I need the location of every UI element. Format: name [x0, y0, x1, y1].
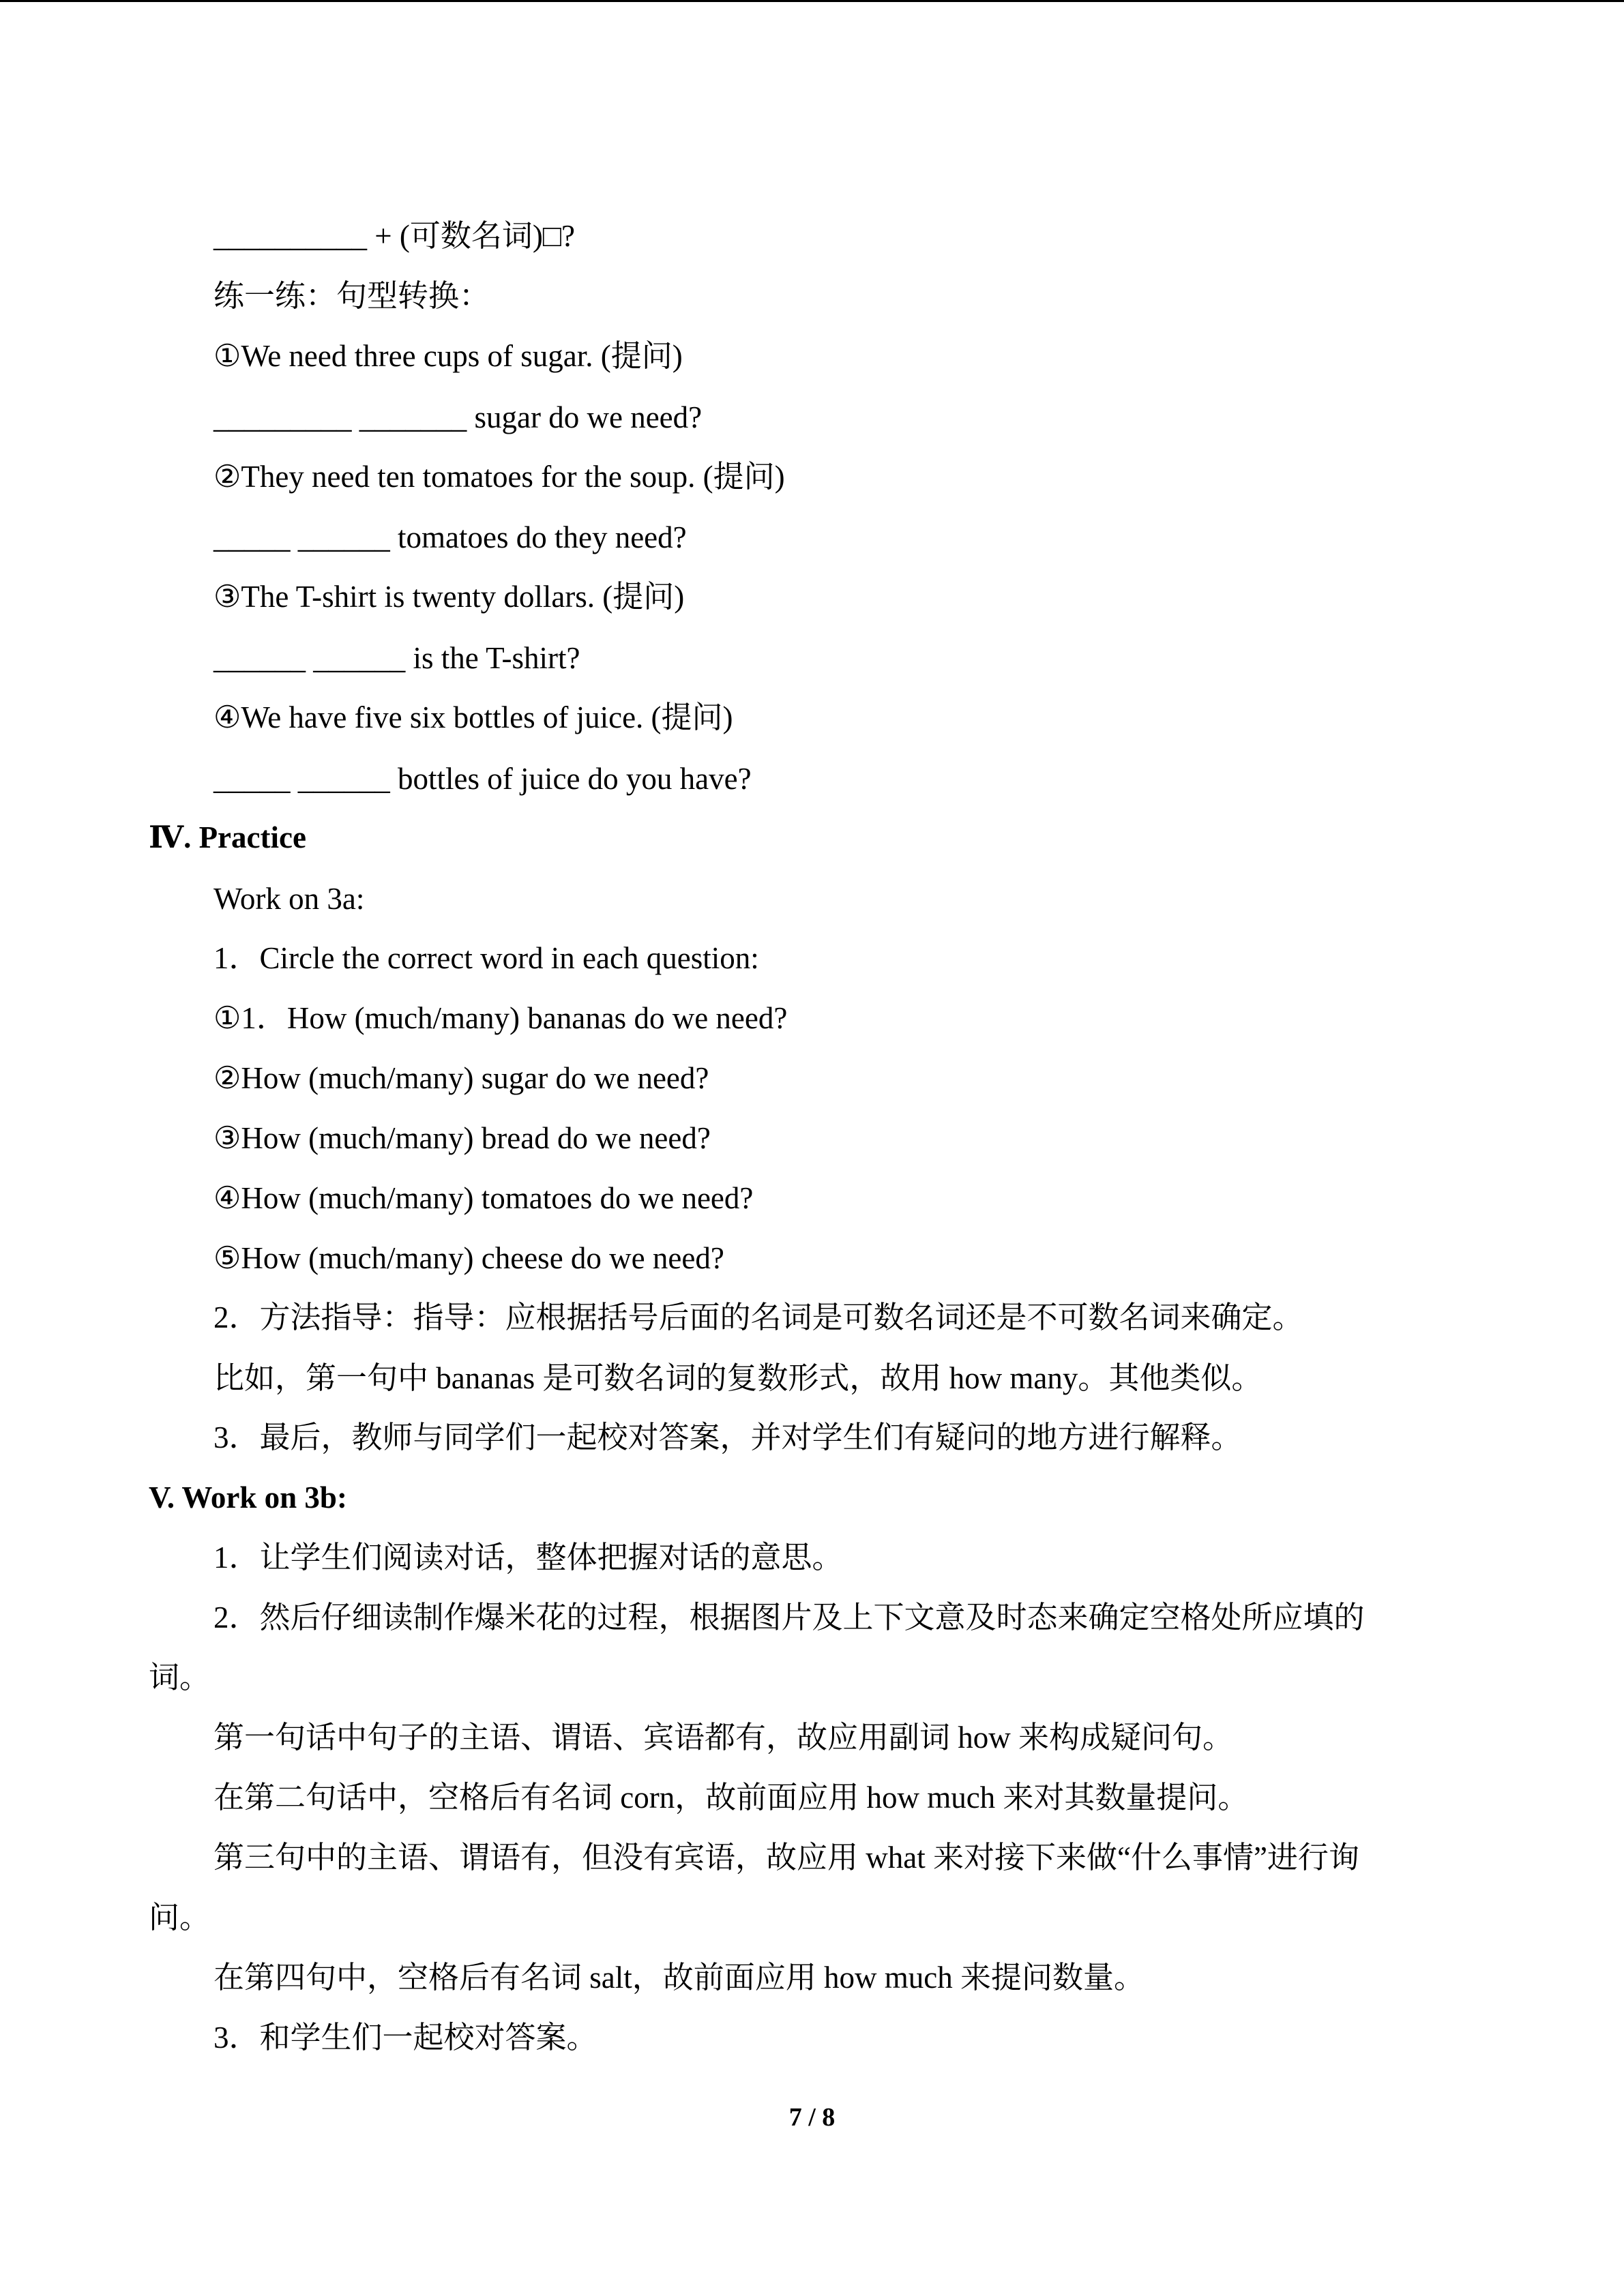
text-line: ③How (much/many) bread do we need? — [213, 1121, 711, 1155]
text-line: Work on 3a: — [213, 882, 365, 916]
text-line: 练一练：句型转换： — [213, 279, 490, 313]
text-line: ②They need ten tomatoes for the soup. (提问) — [213, 460, 785, 494]
text-line: _____ ______ bottles of juice do you have? — [213, 762, 752, 796]
text-line: 第一句话中句子的主语、谓语、宾语都有，故应用副词 how 来构成疑问句。 — [213, 1720, 1233, 1755]
text-line: 词。 — [149, 1660, 211, 1695]
text-line: ①1．How (much/many) bananas do we need? — [213, 1001, 788, 1035]
text-line: 1．让学生们阅读对话，整体把握对话的意思。 — [213, 1540, 843, 1575]
section-heading-work-on-3b: V. Work on 3b: — [149, 1480, 347, 1515]
text-line: _________ _______ sugar do we need? — [213, 400, 703, 434]
text-line: 3．和学生们一起校对答案。 — [213, 2021, 597, 2055]
text-line: 比如，第一句中 bananas 是可数名词的复数形式，故用 how many。其他类似。 — [213, 1361, 1263, 1395]
page-top-border — [0, 0, 1624, 2]
text-line: ______ ______ is the T-shirt? — [213, 641, 580, 675]
text-line: 在第四句中，空格后有名词 salt，故前面应用 how much 来提问数量。 — [213, 1960, 1145, 1995]
text-line: _____ ______ tomatoes do they need? — [213, 520, 687, 554]
text-line: ④We have five six bottles of juice. (提问) — [213, 700, 733, 734]
page-number: 7 / 8 — [788, 2103, 836, 2132]
text-line: 问。 — [149, 1900, 211, 1935]
text-line: 2．然后仔细读制作爆米花的过程，根据图片及上下文意及时态来确定空格处所应填的 — [213, 1600, 1365, 1635]
text-line: 3．最后，教师与同学们一起校对答案，并对学生们有疑问的地方进行解释。 — [213, 1420, 1242, 1455]
text-line: ②How (much/many) sugar do we need? — [213, 1061, 709, 1095]
text-line: ⑤How (much/many) cheese do we need? — [213, 1241, 724, 1275]
text-line: __________ + (可数名词)□? — [213, 219, 576, 253]
text-line: ③The T-shirt is twenty dollars. (提问) — [213, 580, 685, 614]
text-line: 在第二句话中，空格后有名词 corn，故前面应用 how much 来对其数量提问。 — [213, 1780, 1249, 1815]
text-line: ④How (much/many) tomatoes do we need? — [213, 1181, 754, 1215]
text-line: 2．方法指导：指导：应根据括号后面的名词是可数名词还是不可数名词来确定。 — [213, 1300, 1303, 1335]
text-line: 1．Circle the correct word in each question: — [213, 941, 759, 975]
section-heading-practice: Ⅳ. Practice — [149, 820, 306, 854]
text-line: ①We need three cups of sugar. (提问) — [213, 339, 683, 373]
text-line: 第三句中的主语、谓语有，但没有宾语，故应用 what 来对接下来做“什么事情”进行询 — [213, 1840, 1359, 1875]
